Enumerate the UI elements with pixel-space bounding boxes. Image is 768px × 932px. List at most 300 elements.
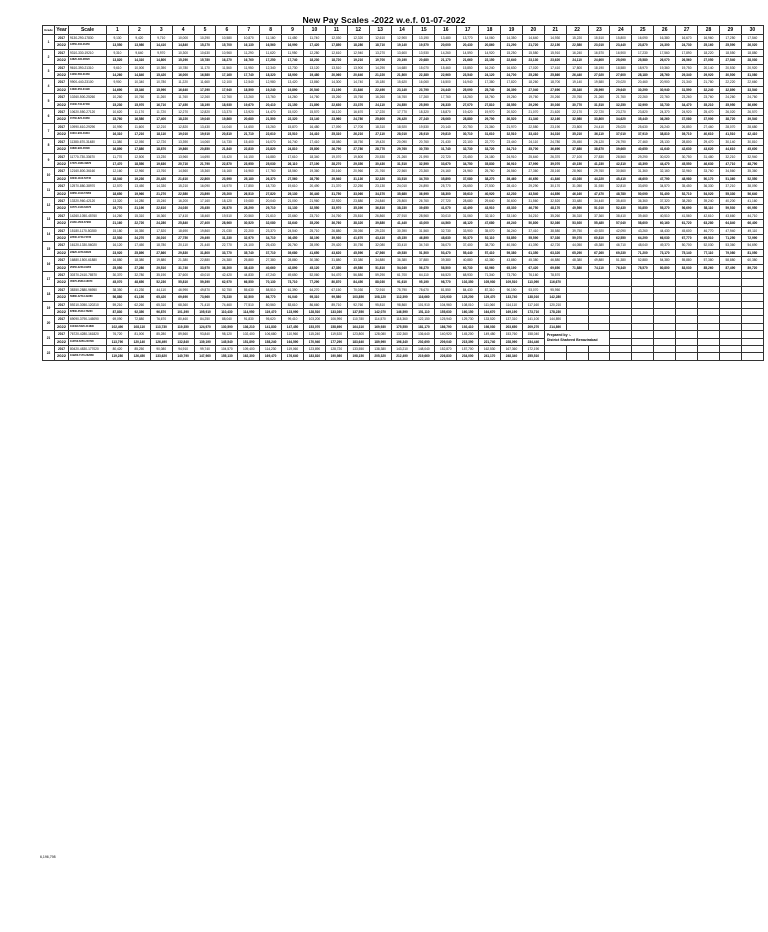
stage-cell: 20,490 [304,183,326,190]
stage-cell: 56,690 [676,205,698,212]
stage-cell: 43,030 [566,175,588,182]
stage-cell: 46,750 [522,205,544,212]
stage-cell: 52,060 [304,272,326,279]
stage-cell [544,353,566,360]
stage-cell: 29,220 [369,227,391,234]
stage-cell: 248,340 [501,353,523,360]
table-row [43,86,764,93]
year-cell: 2017 [55,242,69,249]
stage-cell: 18,080 [325,138,347,145]
stage-cell: 13,770 [457,35,479,42]
stage-cell: 16,640 [172,86,194,93]
scale-cell: 11770-730-33670 [69,153,107,160]
stage-cell: 39,680 [282,249,304,256]
stage-cell: 12,540 [238,79,260,86]
table-row [43,257,764,264]
stage-cell: 98,860 [391,301,413,308]
stage-cell: 221,740 [479,338,501,345]
stage-cell: 61,720 [676,220,698,227]
stage-cell: 16,120 [325,109,347,116]
stage-cell: 76,670 [150,316,172,323]
stage-cell: 26,650 [457,183,479,190]
stage-cell: 36,240 [501,227,523,234]
stage-cell: 12,160 [107,168,129,175]
stage-cell [719,272,741,279]
stage-cell: 34,470 [676,101,698,108]
stage-cell: 138,010 [522,294,544,301]
stage-cell: 21,340 [676,79,698,86]
stage-cell: 32,960 [676,168,698,175]
stage-cell [588,279,610,286]
stage-cell: 16,480 [304,123,326,130]
stage-cell: 32,590 [413,160,435,167]
stage-cell: 55,270 [654,205,676,212]
stage-cell: 34,880 [369,257,391,264]
stage-cell: 21,790 [194,160,216,167]
table-row [43,116,764,123]
stage-cell: 158,040 [522,331,544,338]
stage-cell: 19,970 [479,109,501,116]
stage-cell [588,286,610,293]
stage-cell [719,309,741,316]
stage-cell: 19,750 [676,64,698,71]
stage-cell: 25,020 [610,123,632,130]
stage-cell: 9,970 [150,49,172,56]
table-row [43,346,764,353]
stage-cell [741,279,763,286]
table-row [43,279,764,286]
stage-cell: 20,810 [216,131,238,138]
stage-cell: 44,710 [741,212,763,219]
stage-cell: 164,310 [347,323,369,330]
stage-cell: 62,970 [216,279,238,286]
stage-cell: 123,990 [282,309,304,316]
stage-cell: 80,560 [260,301,282,308]
stage-cell: 23,370 [347,101,369,108]
table-row [43,197,764,204]
stage-cell: 13,760 [150,168,172,175]
stage-cell: 11,620 [260,49,282,56]
stage-cell: 31,930 [588,183,610,190]
stage-cell: 73,750 [501,272,523,279]
stage-cell: 46,880 [544,257,566,264]
stage-cell: 14,060 [479,35,501,42]
stage-cell: 59,380 [501,249,523,256]
stage-cell [698,353,720,360]
stage-cell: 32,320 [369,175,391,182]
stage-cell: 32,240 [698,86,720,93]
stage-cell: 26,760 [282,242,304,249]
stage-cell: 16,970 [216,183,238,190]
stage-cell [632,353,654,360]
stage-cell: 21,620 [544,109,566,116]
table-row [43,309,764,316]
stage-cell: 13,430 [194,123,216,130]
stage-cell: 24,370 [654,109,676,116]
stage-cell [654,338,676,345]
stage-cell: 27,040 [522,86,544,93]
stage-cell: 21,760 [369,168,391,175]
stage-header: 29 [719,26,741,35]
stage-cell: 15,970 [128,101,150,108]
stage-cell: 18,760 [479,94,501,101]
stage-cell: 11,160 [260,35,282,42]
grade-cell: 10 [43,168,55,183]
stage-cell: 30,170 [544,183,566,190]
stage-cell: 20,710 [172,160,194,167]
stage-cell: 22,150 [544,42,566,49]
stage-cell: 21,070 [522,109,544,116]
stage-cell: 29,920 [698,72,720,79]
stage-cell: 10,630 [194,49,216,56]
stage-cell: 36,200 [216,264,238,271]
stage-cell: 215,390 [457,338,479,345]
stage-cell: 54,040 [391,264,413,271]
year-cell: 2017 [55,79,69,86]
stage-cell: 11,170 [128,109,150,116]
stage-cell: 28,960 [216,220,238,227]
stage-cell: 22,720 [435,153,457,160]
stage-cell: 86,660 [304,301,326,308]
table-row [43,146,764,153]
stage-cell: 14,350 [501,35,523,42]
stage-cell: 30,390 [391,227,413,234]
stage-cell: 17,250 [719,35,741,42]
stage-cell: 35,200 [304,220,326,227]
stage-cell: 40,010 [194,272,216,279]
stage-cell: 22,640 [501,57,523,64]
stage-cell: 90,080 [150,346,172,353]
stage-cell: 137,550 [347,309,369,316]
stage-cell: 27,400 [194,220,216,227]
stage-cell: 12,900 [391,35,413,42]
stage-cell: 36,810 [369,205,391,212]
stage-cell: 130,590 [216,323,238,330]
stage-cell: 30,750 [676,153,698,160]
stage-cell: 21,170 [435,57,457,64]
stage-cell: 26,870 [216,205,238,212]
stage-cell: 109,510 [501,279,523,286]
stage-cell: 22,580 [172,190,194,197]
stage-cell: 22,960 [435,72,457,79]
stage-cell: 13,270 [369,49,391,56]
stage-cell: 22,580 [522,123,544,130]
stage-cell: 30,430 [369,160,391,167]
stage-cell: 20,900 [654,79,676,86]
stage-cell: 46,710 [610,242,632,249]
stage-cell: 56,270 [413,264,435,271]
stage-cell: 21,710 [238,131,260,138]
stage-cell: 22,880 [194,257,216,264]
stage-cell: 18,650 [107,190,129,197]
scale-cell: 15760-820-40360 [69,116,107,123]
stage-cell: 20,060 [325,72,347,79]
stage-cell: 44,050 [566,242,588,249]
scale-cell: 30370-2410-78570 [69,272,107,279]
page-title: New Pay Scales -2022 w.e.f. 01-07-2022 [302,15,466,25]
stage-cell: 48,170 [544,205,566,212]
stage-cell: 15,270 [194,42,216,49]
stage-cell: 35,260 [544,212,566,219]
stage-cell: 26,020 [741,42,763,49]
year-cell: 2017 [55,138,69,145]
stage-cell: 29,290 [632,153,654,160]
pay-scale-table [42,25,764,361]
stage-cell: 34,440 [588,197,610,204]
stage-cell: 13,420 [282,79,304,86]
stage-cell: 20,680 [238,116,260,123]
stage-cell [698,338,720,345]
stage-cell [719,279,741,286]
stage-cell: 95,190 [413,279,435,286]
stage-cell: 11,760 [172,94,194,101]
stage-cell [588,272,610,279]
stage-cell: 37,900 [698,116,720,123]
stage-cell: 14,930 [544,35,566,42]
stage-cell: 20,140 [435,123,457,130]
stage-cell: 27,910 [391,212,413,219]
year-cell: 2017 [55,257,69,264]
stage-cell: 14,410 [150,42,172,49]
stage-cell: 40,510 [654,212,676,219]
stage-cell: 26,440 [566,72,588,79]
year-cell: 2017 [55,316,69,323]
stage-cell: 14,260 [282,94,304,101]
stage-cell: 32,110 [479,212,501,219]
stage-cell: 23,760 [698,94,720,101]
stage-cell: 40,880 [457,257,479,264]
stage-cell: 18,700 [544,79,566,86]
stage-cell: 28,680 [457,197,479,204]
stage-cell: 102,490 [107,323,129,330]
stage-cell: 103,850 [347,294,369,301]
stage-cell: 22,530 [107,234,129,241]
stage-cell: 15,460 [435,64,457,71]
stage-cell: 47,790 [654,175,676,182]
stage-cell: 80,870 [325,279,347,286]
table-row [43,220,764,227]
stage-cell: 18,260 [457,94,479,101]
stage-cell: 52,880 [632,257,654,264]
stage-cell: 160,150 [457,309,479,316]
stage-cell: 22,870 [216,160,238,167]
stage-cell: 32,980 [566,116,588,123]
stage-cell: 25,740 [479,86,501,93]
stage-cell: 16,130 [238,42,260,49]
stage-cell: 15,580 [522,49,544,56]
stage-cell: 26,370 [260,175,282,182]
stage-cell: 16,900 [610,49,632,56]
stage-cell: 26,240 [654,123,676,130]
stage-cell: 34,710 [260,234,282,241]
stage-cell: 13,370 [216,109,238,116]
stage-cell: 21,260 [391,153,413,160]
stage-cell: 31,050 [566,183,588,190]
stage-cell: 139,190 [194,338,216,345]
stage-cell: 20,960 [347,168,369,175]
stage-cell: 108,110 [128,323,150,330]
stage-cell: 25,050 [107,264,129,271]
grade-cell: 11 [43,183,55,198]
stage-cell [588,301,610,308]
stage-cell [741,309,763,316]
stage-cell: 24,280 [150,220,172,227]
stage-cell: 33,410 [522,131,544,138]
stage-header: 27 [676,26,698,35]
stage-cell [741,316,763,323]
table-row [43,190,764,197]
stage-cell: 15,760 [347,94,369,101]
stage-cell: 37,910 [632,131,654,138]
stage-cell: 28,550 [501,101,523,108]
stage-cell: 128,510 [304,309,326,316]
stage-cell: 133,620 [150,353,172,360]
stage-cell: 24,840 [369,197,391,204]
stage-cell: 22,150 [479,57,501,64]
stage-cell: 219,660 [413,353,435,360]
year-cell: 2022 [55,234,69,241]
stage-cell: 22,200 [238,227,260,234]
stage-cell: 27,690 [544,86,566,93]
stage-cell: 11,660 [194,79,216,86]
stage-cell [566,286,588,293]
stage-cell: 30,810 [741,138,763,145]
stage-cell: 16,760 [391,94,413,101]
stage-cell: 16,940 [457,79,479,86]
stage-cell: 29,700 [479,116,501,123]
stage-cell: 16,580 [194,72,216,79]
stage-cell: 234,440 [522,338,544,345]
stage-cell: 19,210 [347,57,369,64]
stage-cell: 28,070 [719,123,741,130]
stage-cell: 45,550 [676,160,698,167]
scale-cell: 102490-5620-214890 [69,323,107,330]
stage-cell: 170,940 [304,338,326,345]
scale-cell: 11380-670-31480 [69,138,107,145]
stage-cell: 65,190 [501,264,523,271]
scale-cell: 80420-4830-177020 [69,346,107,353]
stage-cell: 32,520 [544,197,566,204]
stage-cell: 14,760 [304,94,326,101]
stage-cell [654,301,676,308]
stage-cell [741,286,763,293]
stage-cell: 173,710 [522,309,544,316]
stage-cell: 133,520 [479,316,501,323]
stage-cell: 19,230 [128,175,150,182]
stage-cell: 40,660 [260,264,282,271]
year-cell: 2017 [55,123,69,130]
stage-cell: 16,150 [238,153,260,160]
scale-cell: 14690-650-34190 [69,86,107,93]
stage-cell: 9,610 [107,64,129,71]
stage-cell: 25,090 [610,57,632,64]
stage-cell [610,294,632,301]
stage-cell [698,323,720,330]
stage-cell: 175,550 [391,323,413,330]
stage-header: 4 [172,26,194,35]
stage-cell: 41,560 [676,212,698,219]
stage-cell [654,279,676,286]
grade-cell: 14 [43,227,55,242]
stage-cell: 23,790 [413,86,435,93]
stage-cell: 31,340 [522,116,544,123]
stage-cell: 119,350 [172,323,194,330]
stage-cell: 39,070 [544,160,566,167]
stage-cell: 13,600 [391,49,413,56]
stage-cell: 28,060 [435,116,457,123]
scale-cell: 87830-4520-178230 [69,309,107,316]
stage-cell: 51,500 [413,249,435,256]
stage-cell: 66,550 [238,279,260,286]
grade-cell: 5 [43,94,55,109]
stage-cell: 11,290 [238,49,260,56]
stage-cell: 132,840 [172,338,194,345]
stage-cell: 67,420 [522,264,544,271]
stage-cell: 27,720 [435,197,457,204]
stage-cell: 147,450 [282,323,304,330]
stage-cell: 102,400 [238,331,260,338]
stage-cell: 30,140 [719,138,741,145]
stage-cell: 14,330 [150,183,172,190]
scale-cell: 15230-740-37430 [69,101,107,108]
stage-cell: 71,340 [479,272,501,279]
stage-cell: 18,320 [260,72,282,79]
stage-cell: 41,640 [654,146,676,153]
stage-cell: 18,930 [216,101,238,108]
stage-cell: 21,000 [282,197,304,204]
stage-cell: 17,450 [128,242,150,249]
stage-cell: 27,020 [588,72,610,79]
stage-cell: 57,380 [698,257,720,264]
stage-cell: 39,750 [566,227,588,234]
scale-cell: 76720-4280-161820 [69,331,107,338]
stage-cell: 15,870 [282,123,304,130]
stage-cell: 41,510 [719,131,741,138]
stage-cell: 52,360 [544,220,566,227]
stage-cell: 25,090 [457,86,479,93]
stage-cell: 85,250 [128,346,150,353]
stage-cell: 12,050 [128,138,150,145]
stage-cell: 38,230 [391,205,413,212]
stage-cell: 151,110 [413,309,435,316]
stage-cell: 20,420 [150,175,172,182]
stage-cell: 15,180 [107,227,129,234]
stage-cell [610,316,632,323]
stage-cell: 19,610 [282,183,304,190]
stage-cell: 123,800 [347,331,369,338]
stage-cell: 138,380 [369,346,391,353]
stage-cell: 20,430 [457,42,479,49]
stage-cell: 27,100 [566,153,588,160]
stage-cell: 22,630 [325,101,347,108]
year-cell: 2022 [55,309,69,316]
stage-cell [741,294,763,301]
stage-cell: 17,560 [654,49,676,56]
table-row [43,353,764,360]
stage-cell: 141,830 [260,323,282,330]
stage-cell: 25,760 [479,168,501,175]
stage-cell: 49,590 [566,205,588,212]
stage-cell: 33,510 [391,175,413,182]
stage-cell: 92,350 [128,309,150,316]
scale-cell: 13820-490-28520 [69,57,107,64]
grade-header: Grade [43,26,55,35]
stage-cell: 19,580 [588,79,610,86]
stage-cell: 33,410 [391,242,413,249]
stage-cell: 164,590 [282,338,304,345]
stage-cell: 24,110 [369,101,391,108]
stage-cell: 46,630 [698,160,720,167]
